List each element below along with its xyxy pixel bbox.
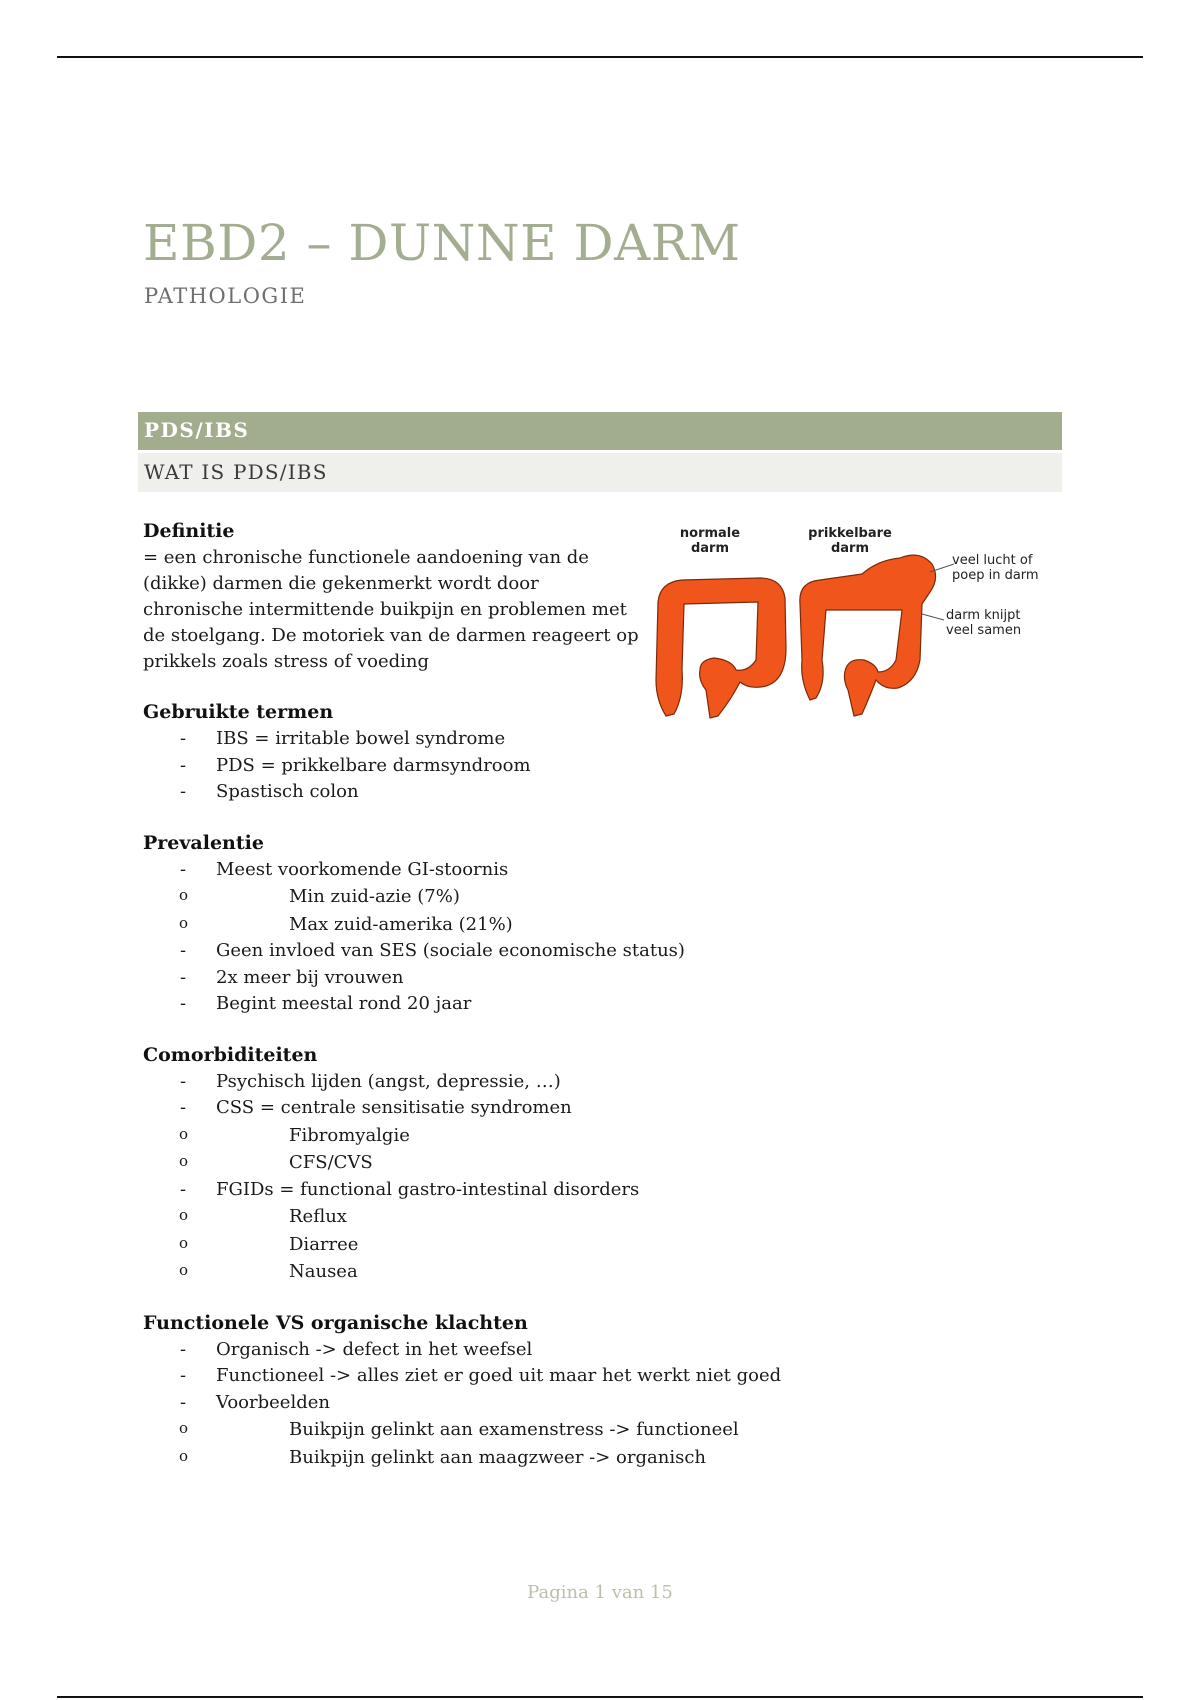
bullet-list bbox=[143, 1337, 783, 1472]
sub-list-item: o Buikpijn gelinkt aan maagzweer -> organisch bbox=[143, 1444, 783, 1472]
section-title: Prevalentie bbox=[143, 831, 264, 854]
list-item: - PDS = prikkelbare darmsyndroom bbox=[143, 753, 783, 780]
definition-line: = een chronische functionele aandoening van de bbox=[143, 547, 589, 568]
section-comorbiditeiten bbox=[143, 1042, 783, 1286]
list-item-text: Voorbeelden bbox=[216, 1391, 330, 1413]
list-item: - Begint meestal rond 20 jaar bbox=[143, 991, 783, 1018]
definition-line: prikkels zoals stress of voeding bbox=[143, 651, 430, 672]
sub-list-item: o Fibromyalgie bbox=[143, 1122, 783, 1150]
sub-list-item: o Nausea bbox=[143, 1258, 783, 1286]
definition-line: de stoelgang. De motoriek van de darmen reageert op bbox=[143, 625, 639, 646]
heading-1-bar bbox=[138, 412, 1062, 450]
sub-list-item: o Reflux bbox=[143, 1203, 783, 1231]
sub-list bbox=[143, 883, 783, 938]
sub-list-item: o Max zuid-amerika (21%) bbox=[143, 911, 783, 939]
colon-drawing bbox=[640, 520, 1060, 730]
document-subtitle: PATHOLOGIE bbox=[144, 284, 307, 308]
label-line: normale bbox=[679, 526, 741, 541]
section-title: Comorbiditeiten bbox=[143, 1043, 318, 1066]
definition-line: (dikke) darmen die gekenmerkt wordt door bbox=[143, 573, 539, 594]
sub-list bbox=[143, 1203, 783, 1286]
note-line: veel samen bbox=[946, 623, 1022, 638]
heading-1: PDS/IBS bbox=[144, 418, 250, 442]
note-line: veel lucht of bbox=[952, 553, 1033, 568]
heading-2-bar bbox=[138, 453, 1062, 492]
label-line: darm bbox=[830, 541, 870, 556]
list-item bbox=[143, 1095, 783, 1177]
heading-2: WAT IS PDS/IBS bbox=[144, 460, 328, 484]
bullet-list bbox=[143, 1069, 783, 1286]
sub-list-item: o CFS/CVS bbox=[143, 1149, 783, 1177]
section-prevalentie bbox=[143, 830, 783, 1018]
list-item: - 2x meer bij vrouwen bbox=[143, 965, 783, 992]
label-line: darm bbox=[690, 541, 730, 556]
note-line: poep in darm bbox=[952, 568, 1039, 583]
list-item bbox=[143, 1390, 783, 1472]
colon-shapes bbox=[656, 555, 954, 718]
sub-list bbox=[143, 1416, 783, 1471]
list-item: - Spastisch colon bbox=[143, 779, 783, 806]
list-item bbox=[143, 857, 783, 939]
list-item-text: Meest voorkomende GI-stoornis bbox=[216, 858, 509, 880]
normal-colon-shape bbox=[656, 578, 786, 718]
list-item bbox=[143, 1177, 783, 1286]
list-item: - Functioneel -> alles ziet er goed uit maar het werkt niet goed bbox=[143, 1363, 783, 1390]
label-line: prikkelbare bbox=[808, 526, 892, 541]
irritable-colon-shape bbox=[800, 555, 936, 716]
top-rule bbox=[57, 56, 1143, 58]
list-item: - Organisch -> defect in het weefsel bbox=[143, 1337, 783, 1364]
pointer-line bbox=[922, 614, 944, 620]
colon-illustration bbox=[640, 520, 1060, 730]
list-item-text: FGIDs = functional gastro-intestinal disorders bbox=[216, 1178, 640, 1200]
page-number: Pagina 1 van 15 bbox=[527, 1582, 673, 1603]
section-klachten bbox=[143, 1310, 783, 1472]
sub-list bbox=[143, 1122, 783, 1177]
document-title: EBD2 – DUNNE DARM bbox=[143, 214, 741, 272]
bullet-list bbox=[143, 857, 783, 1018]
list-item-text: CSS = centrale sensitisatie syndromen bbox=[216, 1097, 572, 1118]
sub-list-item: o Diarree bbox=[143, 1231, 783, 1259]
section-title: Gebruikte termen bbox=[143, 701, 334, 723]
bullet-list bbox=[143, 726, 783, 806]
list-item: - Geen invloed van SES (sociale economische status) bbox=[143, 938, 783, 965]
note-line: darm knijpt bbox=[946, 608, 1021, 623]
sub-list-item: o Buikpijn gelinkt aan examenstress -> functioneel bbox=[143, 1416, 783, 1444]
list-item: - IBS = irritable bowel syndrome bbox=[143, 726, 783, 753]
list-item: - Psychisch lijden (angst, depressie, …) bbox=[143, 1069, 783, 1096]
section-title: Functionele VS organische klachten bbox=[143, 1311, 528, 1334]
section-title: Definitie bbox=[143, 520, 235, 542]
definition-line: chronische intermittende buikpijn en problemen met bbox=[143, 599, 627, 620]
sub-list-item: o Min zuid-azie (7%) bbox=[143, 883, 783, 911]
bottom-rule bbox=[57, 1696, 1143, 1698]
